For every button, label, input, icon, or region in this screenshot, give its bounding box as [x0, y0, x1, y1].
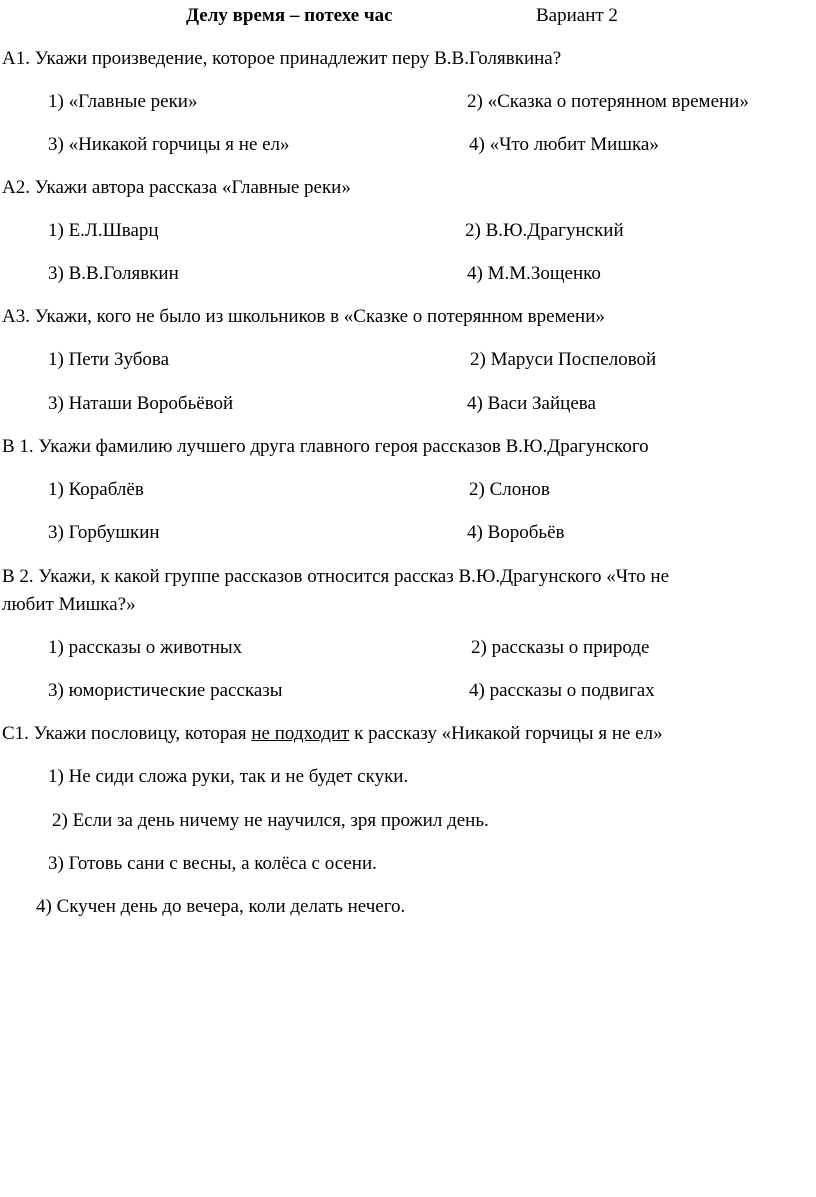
option-c1-1: 1) Не сиди сложа руки, так и не будет скуки. [48, 766, 409, 787]
option-a3-2: 2) Маруси Поспеловой [470, 349, 657, 370]
option-a2-1: 1) Е.Л.Шварц [48, 220, 159, 241]
option-a1-3: 3) «Никакой горчицы я не ел» [48, 134, 290, 155]
question-c1 [2, 722, 663, 746]
option-b1-3: 3) Горбушкин [48, 522, 160, 543]
question-c1-emphasis: не подходит [251, 723, 350, 744]
option-b2-3: 3) юмористические рассказы [48, 680, 283, 701]
option-b2-4: 4) рассказы о подвигах [469, 680, 655, 701]
question-a3: А3. Укажи, кого не было из школьников в «Сказке о потерянном времени» [2, 306, 605, 327]
option-b1-2: 2) Слонов [469, 479, 550, 500]
question-a1: А1. Укажи произведение, которое принадлежит перу В.В.Голявкина? [2, 48, 562, 69]
option-a1-4: 4) «Что любит Мишка» [469, 134, 659, 155]
variant-label: Вариант 2 [536, 5, 618, 26]
option-c1-2: 2) Если за день ничему не научился, зря прожил день. [52, 810, 489, 831]
option-a1-1: 1) «Главные реки» [48, 91, 198, 112]
option-a3-3: 3) Наташи Воробьёвой [48, 393, 234, 414]
question-c1-text-after: к рассказу «Никакой горчицы я не ел» [349, 723, 663, 744]
question-c1-text-before: С1. Укажи пословицу, которая [2, 723, 252, 744]
option-b2-1: 1) рассказы о животных [48, 637, 243, 658]
option-b1-1: 1) Кораблёв [48, 479, 144, 500]
option-c1-4: 4) Скучен день до вечера, коли делать нечего. [36, 896, 406, 917]
option-a2-4: 4) М.М.Зощенко [467, 263, 601, 284]
option-a3-1: 1) Пети Зубова [48, 349, 170, 370]
question-a2: А2. Укажи автора рассказа «Главные реки» [2, 177, 351, 198]
option-a3-4: 4) Васи Зайцева [467, 393, 596, 414]
question-b2-line1: В 2. Укажи, к какой группе рассказов относится рассказ В.Ю.Драгунского «Что не [2, 566, 670, 587]
option-a1-2: 2) «Сказка о потерянном времени» [467, 91, 749, 112]
question-b2-line2: любит Мишка?» [2, 594, 136, 615]
option-b1-4: 4) Воробьёв [467, 522, 565, 543]
option-b2-2: 2) рассказы о природе [471, 637, 650, 658]
document-title: Делу время – потехе час [186, 5, 393, 26]
option-a2-2: 2) В.Ю.Драгунский [465, 220, 624, 241]
option-a2-3: 3) В.В.Голявкин [48, 263, 179, 284]
question-b1: В 1. Укажи фамилию лучшего друга главного героя рассказов В.Ю.Драгунского [2, 436, 649, 457]
option-c1-3: 3) Готовь сани с весны, а колёса с осени. [48, 853, 377, 874]
